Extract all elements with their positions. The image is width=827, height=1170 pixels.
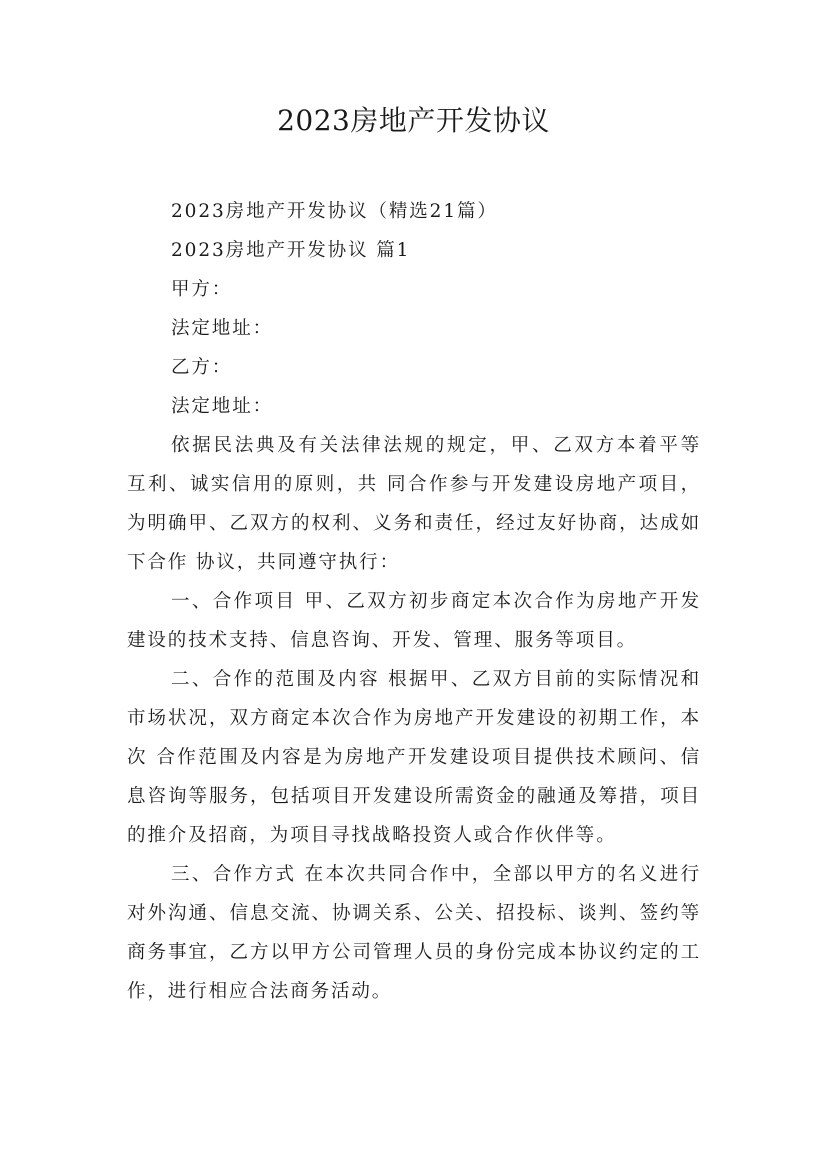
party-a-address-label: 法定地址： [171, 318, 274, 339]
party-b-address-label: 法定地址： [171, 396, 274, 417]
subtitle-line: 2023房地产开发协议（精选21篇） [171, 201, 498, 222]
document-body [127, 192, 701, 1011]
clause-3-paragraph: 三、合作方式 在本次共同合作中，全部以甲方的名义进行对外沟通、信息交流、协调关系、公关、招投标、谈判、签约等商务事宜，乙方以甲方公司管理人员的身份完成本协议约定的工作，进行相应合法商务活动。 [127, 864, 701, 1002]
party-a-label: 甲方： [171, 279, 233, 300]
party-b-label: 乙方： [171, 357, 233, 378]
clause-1-paragraph: 一、合作项目 甲、乙双方初步商定本次合作为房地产开发建设的技术支持、信息咨询、开发、管理、服务等项目。 [127, 591, 701, 651]
document-title: 2023房地产开发协议 [277, 104, 550, 137]
section-heading: 2023房地产开发协议 篇1 [171, 240, 411, 261]
clause-2-paragraph: 二、合作的范围及内容 根据甲、乙双方目前的实际情况和市场状况，双方商定本次合作为房地产开发建设的初期工作，本次 合作范围及内容是为房地产开发建设项目提供技术顾问、信息咨询等服务，包括项目开发建设所需资金的融通及筹措，项目的推介及招商，为项目寻找战略投资人或合作伙伴等。 [127, 669, 701, 846]
preamble-paragraph: 依据民法典及有关法律法规的规定，甲、乙双方本着平等互利、诚实信用的原则，共 同合作参与开发建设房地产项目，为明确甲、乙双方的权利、义务和责任，经过友好协商，达成如下合作 协议，共同遵守执行： [127, 435, 701, 573]
